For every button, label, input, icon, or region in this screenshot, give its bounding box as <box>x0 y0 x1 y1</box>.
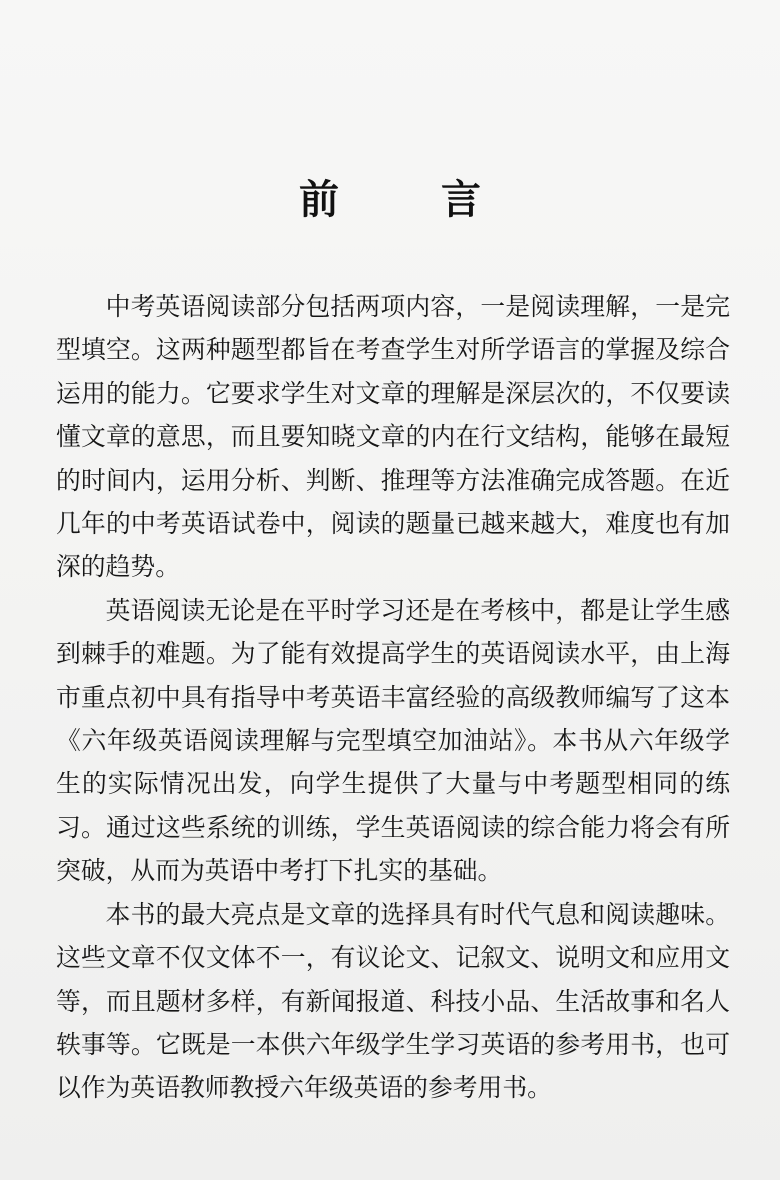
paragraph-2: 英语阅读无论是在平时学习还是在考核中，都是让学生感到棘手的难题。为了能有效提高学生的英语阅读水平，由上海市重点初中具有指导中考英语丰富经验的高级教师编写了这本《六年级英语阅读理解与完型填空加油站》。本书从六年级学生的实际情况出发，向学生提供了大量与中考题型相同的练习。通过这些系统的训练，学生英语阅读的综合能力将会有所突破，从而为英语中考打下扎实的基础。 <box>56 595 730 886</box>
preface-body <box>56 285 730 1110</box>
page-title: 前 言 <box>299 177 525 223</box>
paragraph-1: 中考英语阅读部分包括两项内容，一是阅读理解，一是完型填空。这两种题型都旨在考查学生对所学语言的掌握及综合运用的能力。它要求学生对文章的理解是深层次的，不仅要读懂文章的意思，而且要知晓文章的内在行文结构，能够在最短的时间内，运用分析、判断、推理等方法准确完成答题。在近几年的中考英语试卷中，阅读的题量已越来越大，难度也有加深的趋势。 <box>56 292 730 582</box>
paragraph-3: 本书的最大亮点是文章的选择具有时代气息和阅读趣味。这些文章不仅文体不一，有议论文、记叙文、说明文和应用文等，而且题材多样，有新闻报道、科技小品、生活故事和名人轶事等。它既是一本供六年级学生学习英语的参考用书，也可以作为英语教师教授六年级英语的参考用书。 <box>56 899 730 1103</box>
